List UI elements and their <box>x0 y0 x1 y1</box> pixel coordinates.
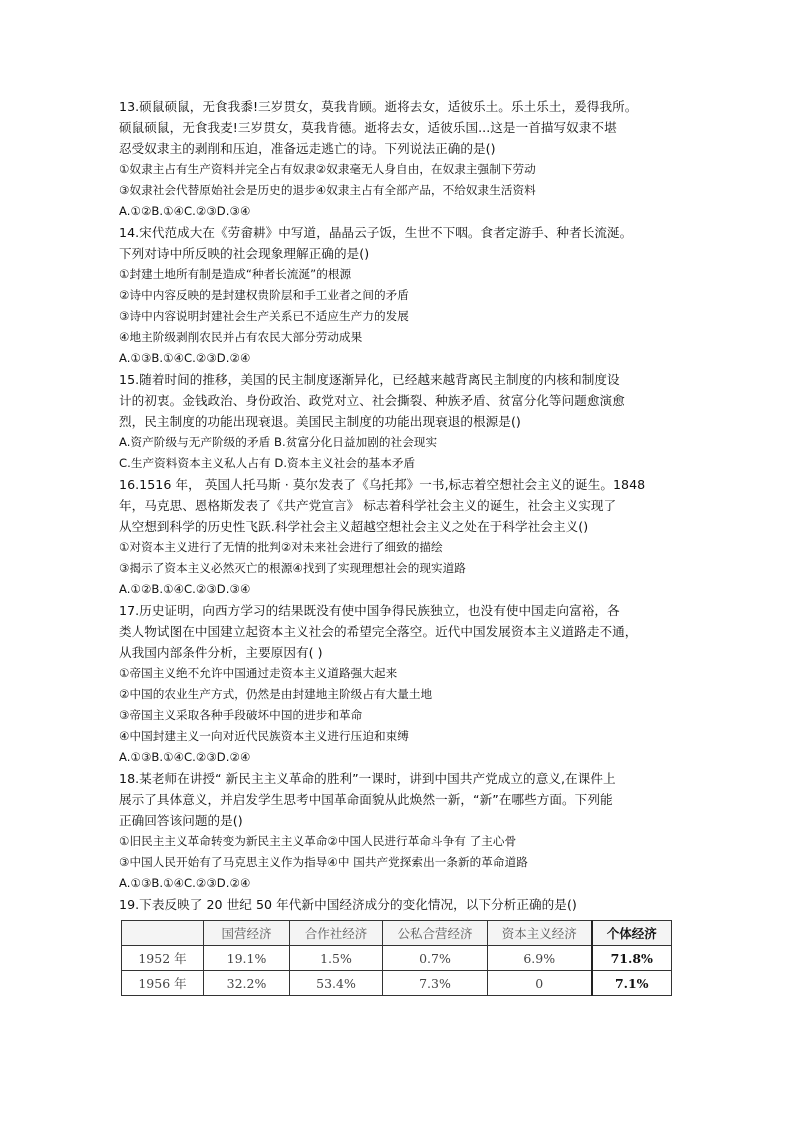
question-option-line: ①奴隶主占有生产资料并完全占有奴隶②奴隶毫无人身自由，在奴隶主强制下劳动 <box>119 162 536 176</box>
question-stem-line: 类人物试图在中国建立起资本主义社会的希望完全落空。近代中国发展资本主义道路走不通， <box>119 624 638 639</box>
question-stem-line: 硕鼠硕鼠，无食我麦!三岁贯女，莫我肯德。逝将去女，适彼乐国...这是一首描写奴隶不堪 <box>119 120 617 135</box>
question-block <box>119 222 681 369</box>
table-header-cell: 国营经济 <box>204 921 290 946</box>
table-cell: 1.5% <box>290 946 383 971</box>
question-block <box>119 894 681 915</box>
answer-choices: A.①③B.①④C.②③D.②④ <box>119 750 251 764</box>
table-cell: 53.4% <box>290 971 383 996</box>
question-stem-line: 从空想到科学的历史性飞跃.科学社会主义超越空想社会主义之处在于科学社会主义() <box>119 519 589 534</box>
question-stem-line: 18.某老师在讲授“ 新民主主义革命的胜利”一课时，讲到中国共产党成立的意义,在课件上 <box>119 771 616 786</box>
question-option-line: ③揭示了资本主义必然灭亡的根源④找到了实现理想社会的现实道路 <box>119 561 466 575</box>
table-cell: 0 <box>488 971 592 996</box>
answer-choices: A.①②B.①④C.②③D.③④ <box>119 582 251 596</box>
table-header-cell: 公私合营经济 <box>383 921 488 946</box>
table-header-cell <box>122 921 204 946</box>
table-cell: 71.8% <box>592 946 672 971</box>
exam-page <box>119 96 681 996</box>
table-cell: 19.1% <box>204 946 290 971</box>
question-block <box>119 369 681 474</box>
question-stem-line: 15.随着时间的推移，美国的民主制度逐渐异化，已经越来越背离民主制度的内核和制度设 <box>119 372 620 387</box>
answer-choices: A.①②B.①④C.②③D.③④ <box>119 204 251 218</box>
question-stem-line: 从我国内部条件分析，主要原因有( ) <box>119 645 323 660</box>
question-option-line: ③奴隶社会代替原始社会是历史的退步④奴隶主占有全部产品，不给奴隶生活资料 <box>119 183 536 197</box>
answer-choices: A.①③B.①④C.②③D.②④ <box>119 351 251 365</box>
question-stem-line: 19.下表反映了 20 世纪 50 年代新中国经济成分的变化情况，以下分析正确的是() <box>119 897 577 912</box>
question-stem-line: 正确回答该问题的是() <box>119 813 243 828</box>
question-option-line: A.资产阶级与无产阶级的矛盾 B.贫富分化日益加剧的社会现实 <box>119 435 438 449</box>
question-option-line: ①对资本主义进行了无情的批判②对未来社会进行了细致的描绘 <box>119 540 443 554</box>
question-option-line: ①帝国主义绝不允许中国通过走资本主义道路强大起来 <box>119 666 398 680</box>
question-block <box>119 600 681 768</box>
question-option-line: ④地主阶级剥削农民并占有农民大部分劳动成果 <box>119 330 363 344</box>
table-cell: 1956 年 <box>122 971 204 996</box>
question-block <box>119 96 681 222</box>
question-block <box>119 768 681 894</box>
table-row <box>122 971 672 996</box>
question-option-line: ①旧民主主义革命转变为新民主主义革命②中国人民进行革命斗争有 了主心骨 <box>119 834 517 848</box>
table-header-row <box>122 921 672 946</box>
table-cell: 7.3% <box>383 971 488 996</box>
question-option-line: ③诗中内容说明封建社会生产关系已不适应生产力的发展 <box>119 309 409 323</box>
table-cell: 0.7% <box>383 946 488 971</box>
question-option-line: C.生产资料资本主义私人占有 D.资本主义社会的基本矛盾 <box>119 456 416 470</box>
table-cell: 32.2% <box>204 971 290 996</box>
question-stem-line: 年，马克思、恩格斯发表了《共产党宣言》 标志着科学社会主义的诞生，社会主义实现了 <box>119 498 617 513</box>
table-cell: 7.1% <box>592 971 672 996</box>
question-stem-line: 计的初衷。金钱政治、身份政治、政党对立、社会撕裂、种族矛盾、贫富分化等问题愈演愈 <box>119 393 625 408</box>
table-row <box>122 946 672 971</box>
question-stem-line: 17.历史证明，向西方学习的结果既没有使中国争得民族独立，也没有使中国走向富裕，各 <box>119 603 620 618</box>
question-option-line: ④中国封建主义一向对近代民族资本主义进行压迫和束缚 <box>119 729 409 743</box>
question-option-line: ③中国人民开始有了马克思主义作为指导④中 国共产党探索出一条新的革命道路 <box>119 855 528 869</box>
question-stem-line: 下列对诗中所反映的社会现象理解正确的是() <box>119 246 370 261</box>
question-list <box>119 96 681 915</box>
table-header-cell: 资本主义经济 <box>488 921 592 946</box>
question-option-line: ③帝国主义采取各种手段破坏中国的进步和革命 <box>119 708 363 722</box>
question-option-line: ②中国的农业生产方式，仍然是由封建地主阶级占有大量土地 <box>119 687 433 701</box>
economy-table <box>121 920 672 996</box>
question-stem-line: 展示了具体意义，并启发学生思考中国革命面貌从此焕然一新，“新”在哪些方面。下列能 <box>119 792 613 807</box>
table-header-cell: 合作社经济 <box>290 921 383 946</box>
question-stem-line: 13.硕鼠硕鼠，无食我黍!三岁贯女，莫我肯顾。逝将去女，适彼乐土。乐土乐土，爰得我所。 <box>119 99 638 114</box>
table-cell: 1952 年 <box>122 946 204 971</box>
question-option-line: ①封建土地所有制是造成“种者长流涎”的根源 <box>119 267 352 281</box>
table-cell: 6.9% <box>488 946 592 971</box>
question-stem-line: 忍受奴隶主的剥削和压迫，准备远走逃亡的诗。下列说法正确的是() <box>119 141 496 156</box>
answer-choices: A.①③B.①④C.②③D.②④ <box>119 876 251 890</box>
question-block <box>119 474 681 600</box>
question-stem-line: 14.宋代范成大在《劳畲耕》中写道，晶晶云子饭，生世不下咽。食者定游手、种者长流涎。 <box>119 225 633 240</box>
question-option-line: ②诗中内容反映的是封建权贵阶层和手工业者之间的矛盾 <box>119 288 409 302</box>
table-header-cell: 个体经济 <box>592 921 672 946</box>
question-stem-line: 16.1516 年， 英国人托马斯 · 莫尔发表了《乌托邦》一书,标志着空想社会主义的诞生。1848 <box>119 477 646 492</box>
question-stem-line: 烈，民主制度的功能出现衰退。美国民主制度的功能出现衰退的根源是() <box>119 414 521 429</box>
